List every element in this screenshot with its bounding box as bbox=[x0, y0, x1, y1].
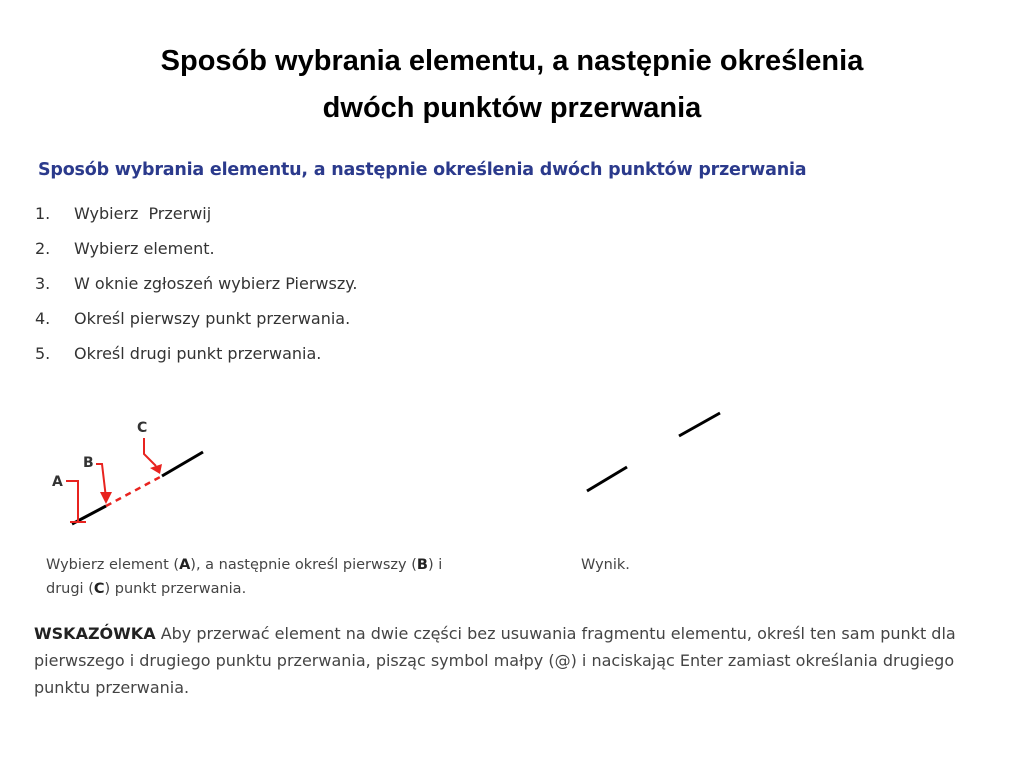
caption-label-c: C bbox=[93, 581, 105, 597]
step-command-name: Przerwij bbox=[148, 204, 212, 223]
slide-title-line2: dwóch punktów przerwania bbox=[322, 92, 702, 124]
caption-text: ), a następnie określ pierwszy ( bbox=[190, 557, 417, 573]
removed-segment bbox=[106, 476, 162, 506]
caption-text: Wybierz element ( bbox=[46, 557, 180, 573]
step-text: Wybierz bbox=[74, 204, 139, 223]
step-number: 3. bbox=[35, 274, 51, 293]
arrowhead-b bbox=[100, 492, 112, 504]
step-text: Określ pierwszy punkt przerwania. bbox=[74, 309, 351, 328]
caption-right: Wynik. bbox=[581, 557, 630, 573]
result-segment-2 bbox=[679, 413, 720, 436]
tip-label: WSKAZÓWKA bbox=[34, 624, 156, 643]
caption-left bbox=[46, 553, 516, 601]
step-text: W oknie zgłoszeń wybierz Pierwszy. bbox=[74, 274, 358, 293]
step-number: 4. bbox=[35, 309, 51, 328]
label-a: A bbox=[52, 474, 63, 490]
pointer-a bbox=[66, 481, 86, 522]
break-diagram-result bbox=[570, 400, 750, 510]
step-text: Wybierz element. bbox=[74, 239, 215, 258]
steps-list bbox=[35, 204, 358, 379]
step-number: 5. bbox=[35, 344, 51, 363]
step-item bbox=[35, 344, 358, 379]
line-segment-end bbox=[162, 452, 203, 476]
step-number: 2. bbox=[35, 239, 51, 258]
caption-text: drugi ( bbox=[46, 581, 94, 597]
label-b: B bbox=[83, 455, 94, 471]
caption-text: ) i bbox=[427, 557, 443, 573]
step-item bbox=[35, 309, 358, 344]
document-heading: Sposób wybrania elementu, a następnie określenia dwóch punktów przerwania bbox=[38, 160, 807, 180]
label-c: C bbox=[137, 420, 148, 436]
step-text: Określ drugi punkt przerwania. bbox=[74, 344, 322, 363]
result-segment-1 bbox=[587, 467, 627, 491]
tip-box bbox=[34, 620, 1009, 701]
pointer-c bbox=[144, 438, 156, 466]
slide-title-line1: Sposób wybrania elementu, a następnie określenia bbox=[160, 45, 864, 77]
step-number: 1. bbox=[35, 204, 51, 223]
break-diagram-before bbox=[40, 410, 230, 540]
tip-text: Aby przerwać element na dwie części bez usuwania fragmentu elementu, określ ten sam punkt dla pierwszego i drugiego punktu przerwania, pisząc symbol małpy (@) i naciskając Enter zamiast określania drugiego punktu przerwania. bbox=[34, 624, 956, 697]
step-item bbox=[35, 239, 358, 274]
slide-title bbox=[40, 38, 984, 132]
step-item bbox=[35, 274, 358, 309]
caption-text: ) punkt przerwania. bbox=[104, 581, 247, 597]
caption-label-a: A bbox=[179, 557, 191, 573]
caption-label-b: B bbox=[416, 557, 428, 573]
step-item bbox=[35, 204, 358, 239]
